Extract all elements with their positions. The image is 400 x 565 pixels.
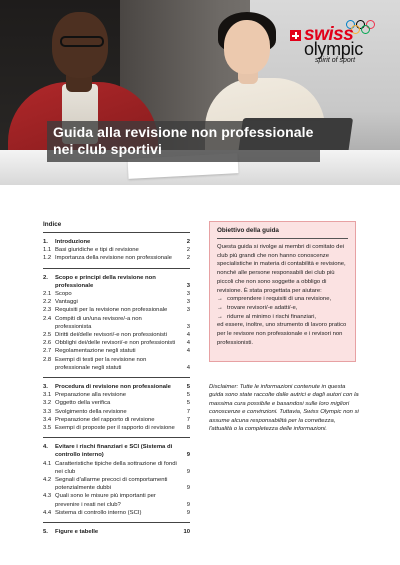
toc-entry-number: 2.7 [43,348,52,355]
woman-head [224,20,270,74]
toc-entry[interactable] [43,443,190,459]
table-of-contents [43,221,190,541]
title-line-1: Guida alla revisione non professionale [53,124,314,140]
toc-entry-title: Esempi di proposte per il rapporto di revisione [55,425,175,432]
toc-entry-page: 5 [186,400,190,407]
toc-entry[interactable] [43,274,190,290]
toc-entry-page: 9 [186,452,190,459]
logo-tagline: spirit of sport [315,57,356,64]
toc-entry[interactable] [43,306,190,314]
toc-entry-number: 4.1 [43,460,52,467]
toc-entry[interactable] [43,424,190,432]
toc-entry-page: 5 [186,384,190,391]
toc-entry-title: Regolamentazione negli statuti [55,348,136,355]
toc-entry-page: 3 [186,291,190,298]
toc-entry[interactable] [43,391,190,399]
toc-entry-page: 9 [186,501,190,508]
objective-bullet [217,295,348,304]
toc-entry-title: Esempi di testi per la revisione non professionale negli statuti [55,356,147,371]
toc-entry-page: 10 [183,529,190,536]
toc-entry-page: 3 [186,307,190,314]
toc-entry[interactable] [43,290,190,298]
toc-entry-number: 5. [43,529,48,536]
objective-outro: ed essere, inoltre, uno strumento di lavoro pratico per le revisore non professionale e i revisori non professionisti. [217,322,347,346]
toc-entry-title: Sistema di controllo interno (SCI) [55,509,142,516]
toc-entry[interactable] [43,509,190,517]
toc-entry-page: 4 [186,340,190,347]
toc-entry[interactable] [43,246,190,254]
toc-entry-page: 2 [186,247,190,254]
toc-entry-number: 2.8 [43,356,52,363]
toc-entry-title: Importanza della revisione non professionale [55,255,172,262]
toc-entry[interactable] [43,460,190,476]
toc-entry[interactable] [43,331,190,339]
toc-entry[interactable] [43,383,190,391]
toc-entry-title: Svolgimento della revisione [55,408,127,415]
toc-entry-number: 3.1 [43,392,52,399]
toc-entry[interactable] [43,254,190,262]
toc-section [43,378,190,438]
toc-entry-page: 3 [186,299,190,306]
logo-swiss: swiss [304,24,354,45]
arrow-right-icon: → [217,313,223,320]
toc-entry-number: 2.3 [43,307,52,314]
toc-entry-page: 3 [186,282,190,289]
toc-entry-number: 2.1 [43,291,52,298]
disclaimer: Disclaimer: Tutte le informazioni contenute in questa guida sono state raccolte dalle autrici e dagli autori con la massima cura possibile e basandosi sulle loro migliori conoscenze e convinzioni. Tuttavia, Swiss Olympic non si assume alcuna responsabilità per la correttezza, l'attualità o la completezza delle informazioni. [209,384,359,433]
toc-entry-number: 3.4 [43,416,52,423]
toc-entry-title: Preparazione del rapporto di revisione [55,416,155,423]
toc-entry-page: 2 [186,255,190,262]
toc-entry-page: 8 [186,425,190,432]
toc-section [43,269,190,378]
toc-entry[interactable] [43,298,190,306]
toc-entry[interactable] [43,408,190,416]
toc-entry-number: 1. [43,239,48,245]
toc-entry[interactable] [43,492,190,508]
toc-entry-title: Basi giuridiche e tipi di revisione [55,247,139,254]
swiss-olympic-logo [286,20,396,66]
toc-entry-number: 2.5 [43,332,52,339]
arrow-right-icon: → [217,304,223,311]
toc-entry-number: 2.4 [43,315,52,322]
arrow-right-icon: → [217,296,223,303]
toc-entry-page: 4 [186,364,190,371]
objective-box [209,221,356,362]
objective-bullet [217,313,348,322]
toc-entry-page: 2 [186,239,190,245]
toc-section [43,523,190,541]
objective-bullet-text: ridurre al minimo i rischi finanziari, [227,313,317,320]
cover-photo [0,0,400,185]
toc-entry-number: 2. [43,274,48,281]
toc-entry-title: Requisiti per la revisione non professionale [55,307,168,314]
toc-entry-title: Compiti di un/una revisore/-a non professionista [55,315,142,330]
toc-section [43,438,190,523]
objective-bullets [217,295,348,321]
toc-entry-title: Evitare i rischi finanziari e SCI (Sistema di controllo interno) [55,444,173,459]
document-title [47,121,320,162]
toc-entry-page: 5 [186,392,190,399]
objective-bullet [217,304,348,313]
toc-entry-number: 3.5 [43,425,52,432]
toc-entry-title: Quali sono le misure più importanti per prevenire i reati nei club? [55,493,156,508]
toc-entry-number: 1.2 [43,255,52,262]
toc-entry-number: 4.4 [43,509,52,516]
toc-entry-title: Scopo e principi della revisione non professionale [55,274,156,289]
toc-entry[interactable] [43,528,190,536]
swiss-cross-icon [290,30,301,41]
toc-entry-number: 2.2 [43,299,52,306]
toc-heading: Indice [43,221,190,233]
toc-entry[interactable] [43,238,190,246]
toc-entry-page: 4 [186,348,190,355]
toc-entry-number: 4.3 [43,493,52,500]
title-line-2: nei club sportivi [53,141,163,157]
toc-sections [43,233,190,541]
toc-entry-page: 3 [186,323,190,330]
toc-entry-page: 9 [186,509,190,516]
objective-intro: Questa guida si rivolge ai membri di comitato dei club più grandi che non hanno conoscenze specialistiche in materia di contabilità e revisione, nonché alle persone responsabili dei club più piccoli che non sono soggette a obbligo di revisione. È stata progettata per aiutare: [217,244,346,294]
toc-entry[interactable] [43,347,190,355]
toc-entry-title: Vantaggi [55,299,78,306]
toc-entry-page: 7 [186,416,190,423]
toc-entry-page: 7 [186,408,190,415]
toc-entry-page: 4 [186,332,190,339]
toc-entry-title: Introduzione [55,239,91,245]
toc-entry-title: Preparazione alla revisione [55,392,127,399]
toc-entry-title: Scopo [55,291,72,298]
toc-entry-number: 3.2 [43,400,52,407]
toc-entry[interactable] [43,399,190,407]
toc-entry-page: 9 [186,485,190,492]
toc-entry[interactable] [43,416,190,424]
toc-entry-title: Figure e tabelle [55,529,99,536]
objective-bullet-text: trovare revisori/-e adatti/-e, [227,304,298,311]
toc-section [43,233,190,269]
toc-entry-title: Caratteristiche tipiche della sottrazione di fondi nei club [55,460,177,475]
toc-entry[interactable] [43,356,190,372]
glasses [60,36,104,47]
toc-entry-title: Obblighi dei/delle revisori/-e non professionisti [55,340,176,347]
toc-entry-number: 1.1 [43,247,52,254]
toc-entry-title: Diritti dei/delle revisori/-e non professionisti [55,332,167,339]
toc-entry-page: 9 [186,468,190,475]
logo-olympic: olympic [304,39,363,59]
toc-entry-title: Procedura di revisione non professionale [55,384,171,391]
toc-entry[interactable] [43,339,190,347]
toc-entry[interactable] [43,315,190,331]
toc-entry-number: 3.3 [43,408,52,415]
toc-entry-number: 4.2 [43,477,52,484]
toc-entry-title: Oggetto della verifica [55,400,111,407]
toc-entry[interactable] [43,476,190,492]
toc-entry-number: 3. [43,384,48,391]
objective-title: Obiettivo della guida [217,226,348,239]
toc-entry-number: 2.6 [43,340,52,347]
objective-bullet-text: comprendere i requisiti di una revisione, [227,296,332,303]
toc-entry-title: Segnali d'allarme precoci di comportamenti potenzialmente dubbi [55,477,168,492]
toc-entry-number: 4. [43,444,48,451]
